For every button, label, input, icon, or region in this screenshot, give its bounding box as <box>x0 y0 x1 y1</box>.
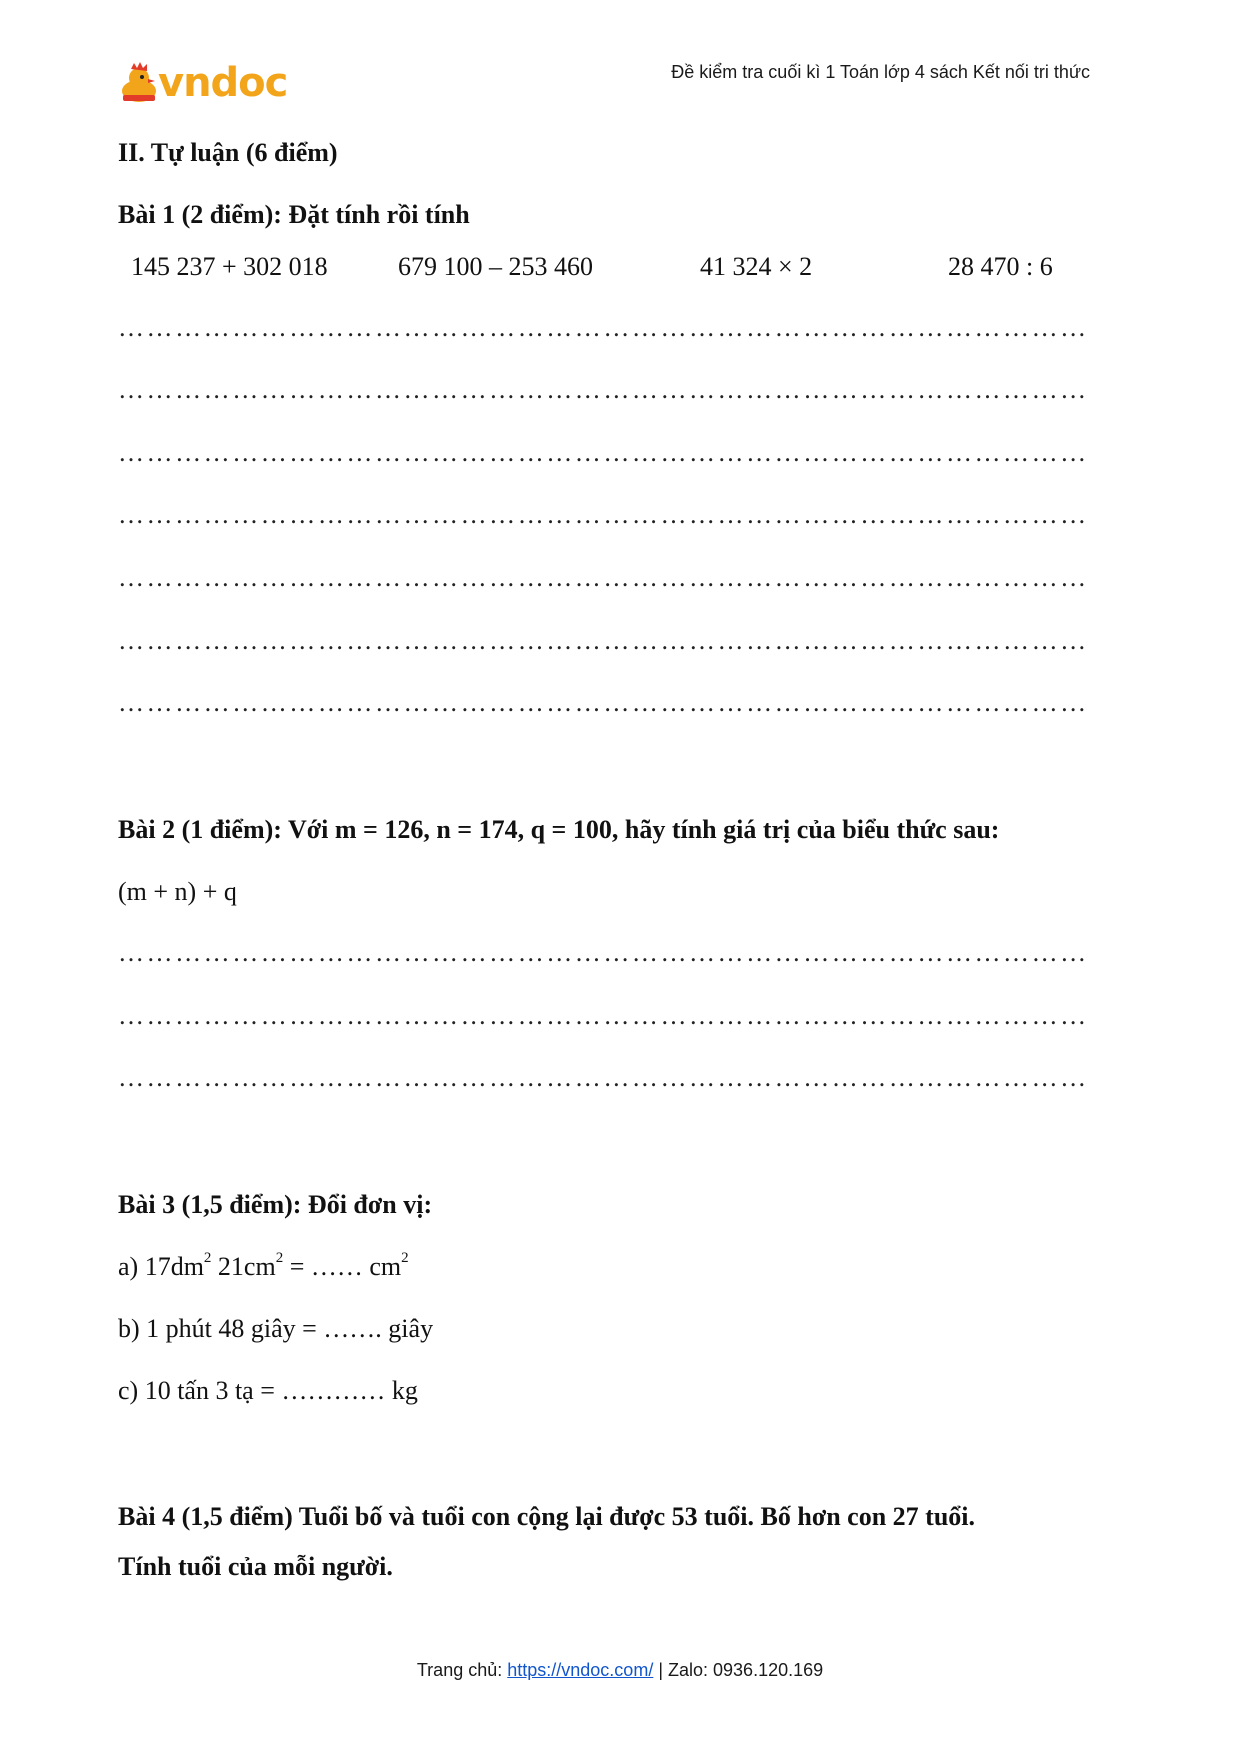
bai2-title: Bài 2 (1 điểm): Với m = 126, n = 174, q = 100, hãy tính giá trị của biểu thức sau: <box>118 815 1000 844</box>
answer-dotted-line: ………………………………………………………………………………………… <box>118 438 1089 467</box>
bai3-item-c: c) 10 tấn 3 tạ = ………… kg <box>118 1376 418 1405</box>
vndoc-logo[interactable] <box>118 58 287 108</box>
section-title: II. Tự luận (6 điểm) <box>118 138 338 167</box>
answer-dotted-line: ………………………………………………………………………………………… <box>118 563 1089 592</box>
page-footer <box>0 1660 1240 1681</box>
bai1-expression: 41 324 × 2 <box>700 252 813 281</box>
answer-dotted-line: ………………………………………………………………………………………… <box>118 688 1089 717</box>
superscript-2: 2 <box>203 1250 212 1266</box>
bai3-item-b: b) 1 phút 48 giây = ……. giây <box>118 1314 434 1343</box>
rooster-mascot-icon <box>118 61 160 105</box>
bai4-line-1: Bài 4 (1,5 điểm) Tuổi bố và tuổi con cộng lại được 53 tuổi. Bố hơn con 27 tuổi. <box>118 1502 976 1531</box>
footer-zalo: | Zalo: 0936.120.169 <box>653 1660 824 1680</box>
bai1-expression: 145 237 + 302 018 <box>131 252 328 281</box>
logo-text: vndoc <box>158 60 288 106</box>
bai3-item-a <box>118 1252 409 1282</box>
bai3-a-prefix: a) 17dm <box>118 1252 204 1281</box>
bai1-expression: 679 100 – 253 460 <box>398 252 593 281</box>
answer-dotted-line: ………………………………………………………………………………………… <box>118 938 1089 967</box>
bai1-title: Bài 1 (2 điểm): Đặt tính rồi tính <box>118 200 470 229</box>
answer-dotted-line: ………………………………………………………………………………………… <box>118 500 1089 529</box>
answer-dotted-line: ………………………………………………………………………………………… <box>118 1001 1089 1030</box>
bai2-expression: (m + n) + q <box>118 877 237 906</box>
bai4-line-2: Tính tuổi của mỗi người. <box>118 1552 393 1581</box>
homepage-link[interactable]: https://vndoc.com/ <box>507 1660 654 1680</box>
document-header-title: Đề kiểm tra cuối kì 1 Toán lớp 4 sách Kết nối tri thức <box>671 62 1090 82</box>
footer-prefix: Trang chủ: <box>416 1660 508 1680</box>
bai3-title: Bài 3 (1,5 điểm): Đổi đơn vị: <box>118 1190 433 1219</box>
answer-dotted-line: ………………………………………………………………………………………… <box>118 626 1089 655</box>
answer-dotted-line: ………………………………………………………………………………………… <box>118 375 1089 404</box>
bai3-a-tail: = …… cm <box>283 1252 402 1281</box>
superscript-2: 2 <box>401 1250 409 1266</box>
bai1-expression: 28 470 : 6 <box>948 252 1053 281</box>
answer-dotted-line: ………………………………………………………………………………………… <box>118 313 1089 342</box>
bai3-a-mid: 21cm <box>211 1252 276 1281</box>
answer-dotted-line: ………………………………………………………………………………………… <box>118 1063 1089 1092</box>
superscript-2: 2 <box>275 1250 284 1266</box>
